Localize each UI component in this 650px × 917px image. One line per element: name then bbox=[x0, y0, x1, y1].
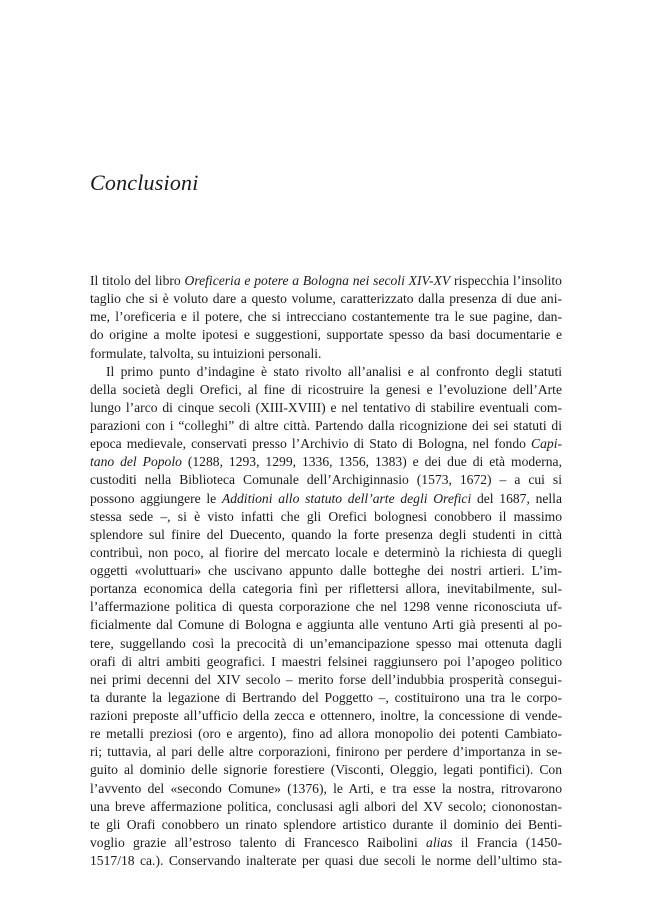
text-run: taglio che si è voluto dare a questo volume, caratterizzato dalla presenza di due ani- bbox=[90, 291, 562, 307]
text-run: del 1687, nella bbox=[471, 490, 562, 506]
text-line bbox=[90, 272, 562, 290]
text-run: una breve affermazione politica, conclusasi agli albori del XV secolo; ciononostan- bbox=[90, 798, 562, 814]
text-line bbox=[90, 689, 562, 707]
text-line bbox=[90, 653, 562, 671]
text-line bbox=[90, 508, 562, 526]
text-run: Il primo punto d’indagine è stato rivolto all’analisi e al confronto degli statuti bbox=[106, 363, 562, 379]
text-line bbox=[90, 707, 562, 725]
text-run: Il titolo del libro bbox=[90, 273, 185, 288]
text-run: nei primi decenni del XIV secolo – merito forse dell’indubbia prosperità consegui- bbox=[90, 671, 562, 687]
text-run: orafi di altri ambiti geografici. I maestri felsinei raggiunsero poi l’apogeo politico bbox=[90, 653, 562, 669]
text-run: ri; tuttavia, al pari delle altre corporazioni, finirono per perdere d’importanza in se- bbox=[90, 744, 562, 760]
text-line bbox=[90, 852, 562, 870]
text-line bbox=[90, 580, 562, 598]
text-run: il Francia (1450- bbox=[452, 834, 562, 850]
text-run: me, l’oreficeria e il potere, che si intrecciano costantemente tra le sue pagine, dan- bbox=[90, 309, 562, 325]
text-line bbox=[90, 798, 562, 816]
text-run: tere, suggellando così la precocità di un’emancipazione spesso mai ottenuta dagli bbox=[90, 635, 562, 651]
italic-phrase: alias bbox=[426, 834, 453, 850]
text-run: della società degli Orefici, al fine di ricostruire la genesi e l’evoluzione dell’Arte bbox=[90, 381, 562, 397]
text-run: voglio grazie all’estroso talento di Francesco Raibolini bbox=[90, 834, 427, 850]
text-line bbox=[90, 616, 562, 634]
text-line bbox=[90, 290, 562, 308]
chapter-title: Conclusioni bbox=[90, 170, 199, 195]
text-run: portanza economica della categoria finì per riflettersi allora, inevitabilmente, sul- bbox=[90, 581, 562, 597]
text-line bbox=[90, 743, 562, 761]
italic-phrase: tano del Popolo bbox=[90, 454, 182, 470]
text-line bbox=[90, 363, 562, 381]
text-line bbox=[90, 417, 562, 435]
text-run: re metalli preziosi (oro e argento), fino ad allora monopolio dei potenti Cambiato- bbox=[90, 726, 562, 742]
text-line bbox=[90, 725, 562, 743]
text-line bbox=[90, 345, 562, 363]
text-line bbox=[90, 816, 562, 834]
text-line bbox=[90, 526, 562, 544]
text-run: te gli Orafi conobbero un rinato splendore artistico durante il dominio dei Benti- bbox=[90, 816, 562, 832]
text-run: parazioni con i “colleghi” di altre città. Partendo dalla ricognizione dei sei statuti di bbox=[90, 418, 562, 433]
text-line bbox=[90, 453, 562, 471]
text-run: splendore sul finire del Duecento, quando la forte presenza degli studenti in città bbox=[90, 526, 562, 542]
text-run: razioni preposte all’ufficio della zecca e ottennero, inoltre, la concessione di vende- bbox=[90, 708, 562, 723]
text-line bbox=[90, 308, 562, 326]
text-line bbox=[90, 635, 562, 653]
text-run: l’affermazione politica di questa corporazione che nel 1298 venne riconosciuta uf- bbox=[90, 599, 562, 615]
text-line bbox=[90, 834, 562, 852]
text-run: lungo l’arco di cinque secoli (XIII-XVIII) e nel tentativo di stabilire eventuali com- bbox=[90, 399, 562, 415]
text-line bbox=[90, 471, 562, 489]
text-line bbox=[90, 326, 562, 344]
italic-phrase: Additioni allo statuto dell’arte degli Orefici bbox=[221, 490, 472, 506]
text-run: formulate, talvolta, su intuizioni personali. bbox=[90, 345, 322, 361]
text-line bbox=[90, 544, 562, 562]
text-line bbox=[90, 490, 562, 508]
text-run: 1517/18 ca.). Conservando inalterate per quasi due secoli le norme dell’ultimo sta- bbox=[90, 853, 562, 868]
text-run: custoditi nella Biblioteca Comunale dell’Archiginnasio (1573, 1672) – a cui si bbox=[90, 472, 562, 488]
text-run: l’avvento del «secondo Comune» (1376), le Arti, e tra esse la nostra, ritrovarono bbox=[90, 780, 562, 796]
text-run: do origine a molte ipotesi e suggestioni, supportate spesso da basi documentarie e bbox=[90, 327, 562, 343]
body-text bbox=[90, 272, 562, 870]
text-line bbox=[90, 761, 562, 779]
text-line bbox=[90, 381, 562, 399]
text-run: guito al dominio delle signorie forestiere (Visconti, Oleggio, legati pontifici). Con bbox=[90, 762, 562, 778]
text-line bbox=[90, 435, 562, 453]
text-line bbox=[90, 562, 562, 580]
text-run: ta durante la legazione di Bertrando del Poggetto –, costituirono una tra le corpo- bbox=[90, 689, 562, 705]
text-run: oggetti «voluttuari» che uscivano appunto dalle botteghe dei nostri artieri. L’im- bbox=[90, 563, 562, 578]
text-run: stessa sede –, si è visto infatti che gli Orefici bolognesi conobbero il massimo bbox=[90, 508, 562, 524]
text-run: (1288, 1293, 1299, 1336, 1356, 1383) e dei due di età moderna, bbox=[181, 454, 562, 470]
text-run: rispecchia l’insolito bbox=[450, 273, 562, 288]
text-run: epoca medievale, conservati presso l’Archivio di Stato di Bologna, nel fondo bbox=[90, 436, 532, 452]
text-run: possono aggiungere le bbox=[90, 490, 222, 506]
italic-phrase: Oreficeria e potere a Bologna nei secoli XIV-XV bbox=[184, 273, 451, 288]
text-line bbox=[90, 671, 562, 689]
text-line bbox=[90, 399, 562, 417]
text-run: contribuì, non poco, al fiorire del mercato locale e determinò la richiesta di quegli bbox=[90, 544, 562, 560]
italic-phrase: Capi- bbox=[531, 436, 562, 452]
text-line bbox=[90, 598, 562, 616]
text-line bbox=[90, 780, 562, 798]
text-run: ficialmente dal Comune di Bologna e aggiunta alle ventuno Arti già presenti al po- bbox=[90, 617, 562, 633]
